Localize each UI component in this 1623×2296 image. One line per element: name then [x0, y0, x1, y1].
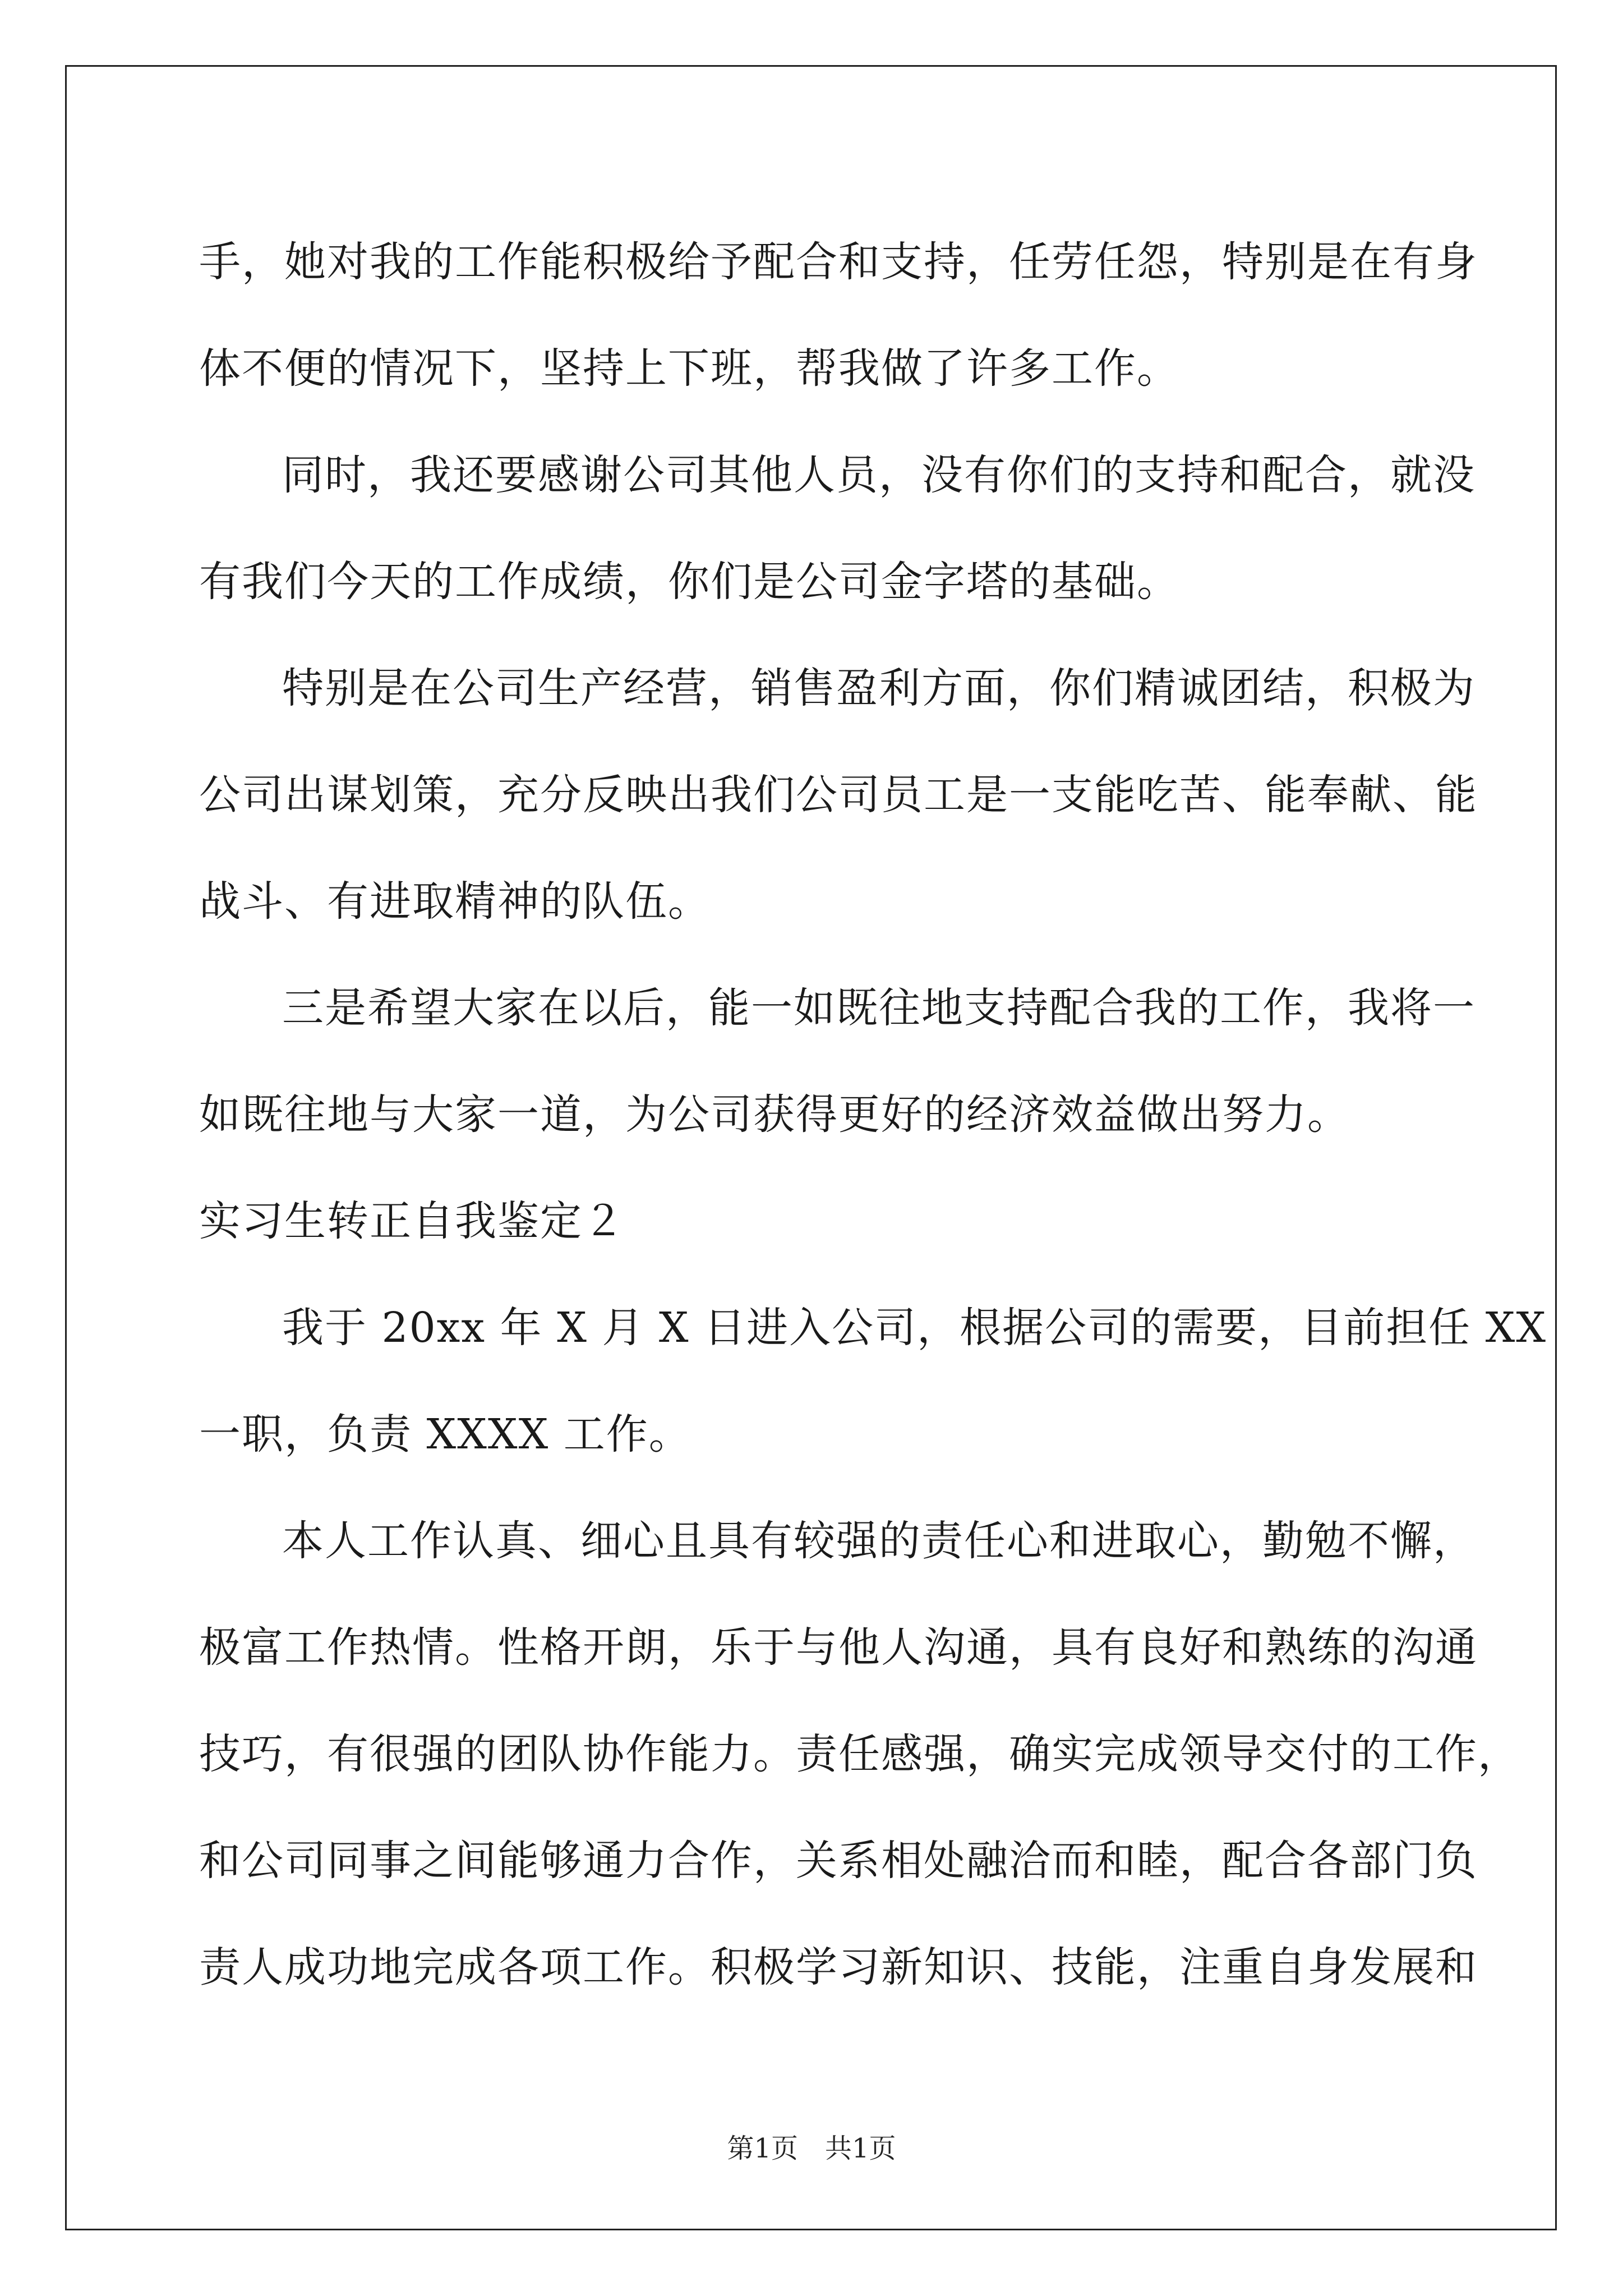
paragraph-line: 技巧，有很强的团队协作能力。责任感强，确实完成领导交付的工作，	[199, 1730, 1520, 1778]
paragraph-line: 我于 20xx 年 X 月 X 日进入公司，根据公司的需要，目前担任 XX	[282, 1304, 1547, 1352]
paragraph-line: 有我们今天的工作成绩，你们是公司金字塔的基础。	[199, 558, 1179, 606]
paragraph-line: 公司出谋划策，充分反映出我们公司员工是一支能吃苦、能奉献、能	[199, 771, 1478, 819]
paragraph-6	[199, 1488, 1520, 2021]
paragraph-4	[199, 955, 1476, 1168]
paragraph-line: 本人工作认真、细心且具有较强的责任心和进取心，勤勉不懈，	[282, 1517, 1476, 1565]
paragraph-line: 手，她对我的工作能积极给予配合和支持，任劳任怨，特别是在有身	[199, 238, 1478, 286]
paragraph-line: 特别是在公司生产经营，销售盈利方面，你们精诚团结，积极为	[282, 664, 1476, 712]
paragraph-line: 体不便的情况下，坚持上下班，帮我做了许多工作。	[199, 344, 1179, 393]
paragraph-line: 和公司同事之间能够通力合作，关系相处融洽而和睦，配合各部门负	[199, 1837, 1478, 1885]
paragraph-5	[199, 1274, 1547, 1488]
page-footer: 第1页 共1页	[727, 2133, 896, 2164]
paragraph-2	[199, 422, 1476, 635]
paragraph-line: 战斗、有进取精神的队伍。	[199, 877, 711, 926]
paragraph-line: 如既往地与大家一道，为公司获得更好的经济效益做出努力。	[199, 1091, 1350, 1139]
paragraph-line: 责人成功地完成各项工作。积极学习新知识、技能，注重自身发展和	[199, 1943, 1478, 1991]
document-body	[199, 209, 1547, 2021]
paragraph-line: 极富工作热情。性格开朗，乐于与他人沟通，具有良好和熟练的沟通	[199, 1623, 1478, 1672]
paragraph-3	[199, 635, 1478, 955]
paragraph-line: 一职，负责 XXXX 工作。	[199, 1410, 691, 1458]
paragraph-line: 同时，我还要感谢公司其他人员，没有你们的支持和配合，就没	[282, 451, 1476, 499]
section-heading: 实习生转正自我鉴定２	[199, 1197, 625, 1245]
paragraph-line: 三是希望大家在以后，能一如既往地支持配合我的工作，我将一	[282, 984, 1476, 1032]
paragraph-1	[199, 209, 1478, 422]
